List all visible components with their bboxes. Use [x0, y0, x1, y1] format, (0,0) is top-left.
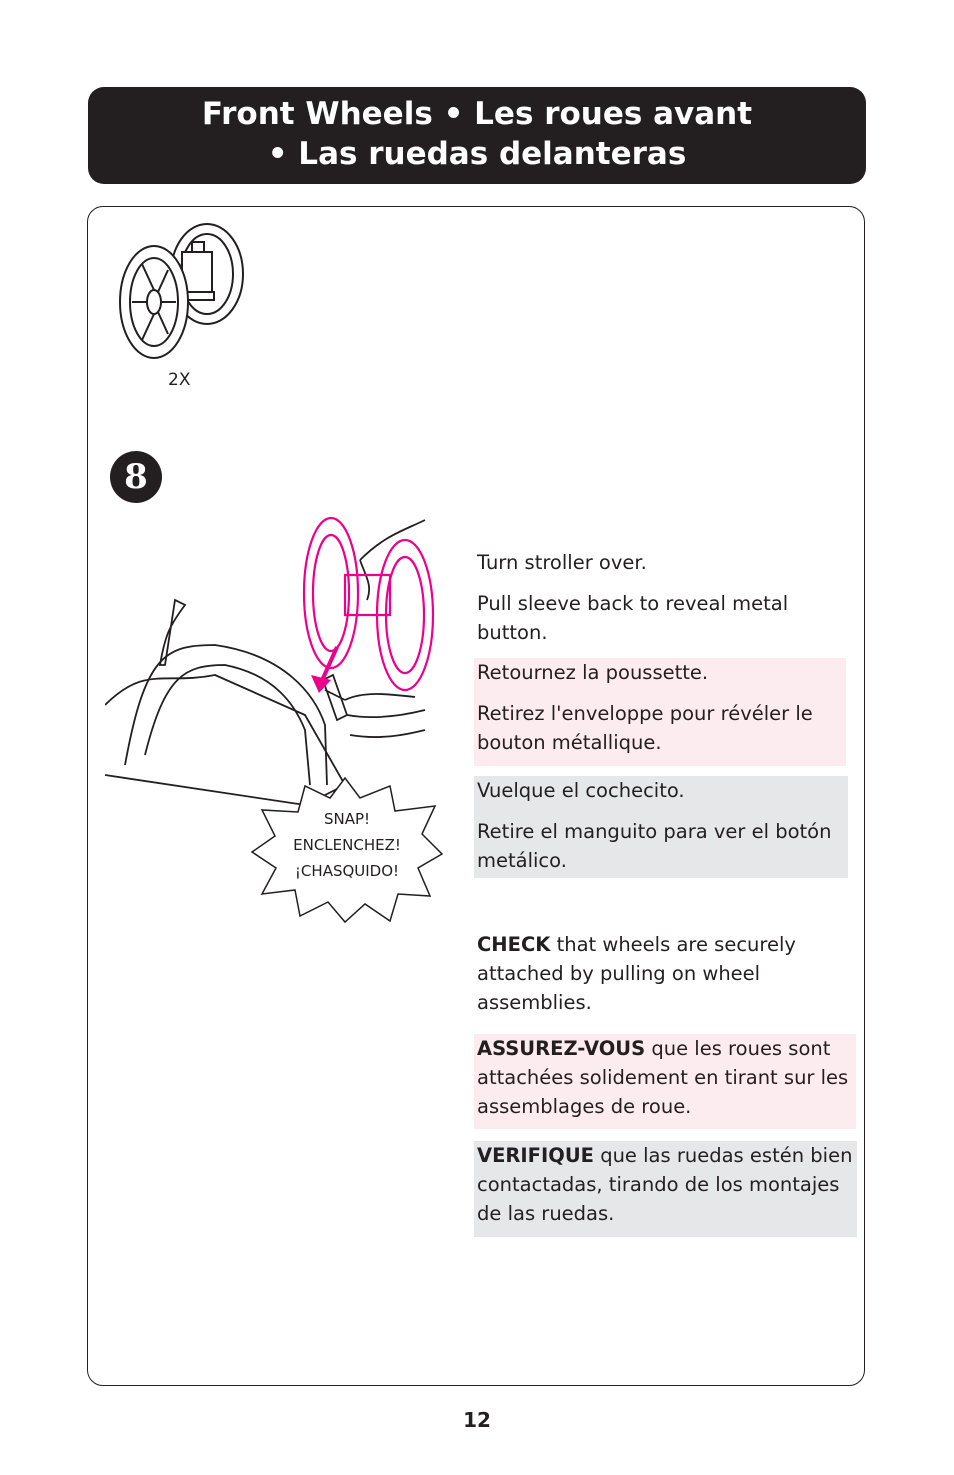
parts-quantity: 2X [168, 370, 191, 390]
step-number-badge: 8 [110, 451, 162, 503]
check-keyword-fr: ASSUREZ-VOUS [477, 1037, 646, 1060]
check-keyword-es: VERIFIQUE [477, 1144, 594, 1167]
snap-en: SNAP! [323, 810, 371, 828]
instruction-en-1: Turn stroller over. [477, 551, 647, 574]
check-keyword-en: CHECK [477, 933, 551, 956]
instruction-fr-2: Retirez l'enveloppe pour révéler le bouton métallique. [477, 702, 813, 754]
page-number: 12 [463, 1408, 491, 1432]
check-english [474, 930, 856, 1017]
section-title-line-2: • Las ruedas delanteras [267, 136, 687, 172]
snap-fr: ENCLENCHEZ! [293, 836, 401, 854]
instruction-es-2: Retire el manguito para ver el botón metálico. [477, 820, 832, 872]
instruction-en-2: Pull sleeve back to reveal metal button. [477, 592, 789, 644]
front-wheel-parts-illustration [112, 222, 252, 362]
check-text-es: que las ruedas estén bien contactadas, tirando de los montajes de las ruedas. [477, 1144, 853, 1225]
instruction-es-1: Vuelque el cochecito. [477, 779, 685, 802]
check-spanish [474, 1141, 857, 1237]
check-text-fr: que les roues sont attachées solidement en tirant sur les assemblages de roue. [477, 1037, 849, 1118]
instructions-spanish [474, 776, 848, 878]
instructions-english [474, 548, 846, 647]
section-title-line-1: Front Wheels • Les roues avant [201, 96, 753, 132]
snap-es: ¡CHASQUIDO! [294, 862, 400, 880]
instructions-french [474, 658, 846, 766]
section-header [88, 87, 866, 184]
snap-sound-text [272, 806, 422, 884]
instruction-fr-1: Retournez la poussette. [477, 661, 709, 684]
check-text-en: that wheels are securely attached by pulling on wheel assemblies. [477, 933, 796, 1014]
attach-wheel-illustration [105, 515, 465, 815]
check-french [474, 1034, 856, 1129]
